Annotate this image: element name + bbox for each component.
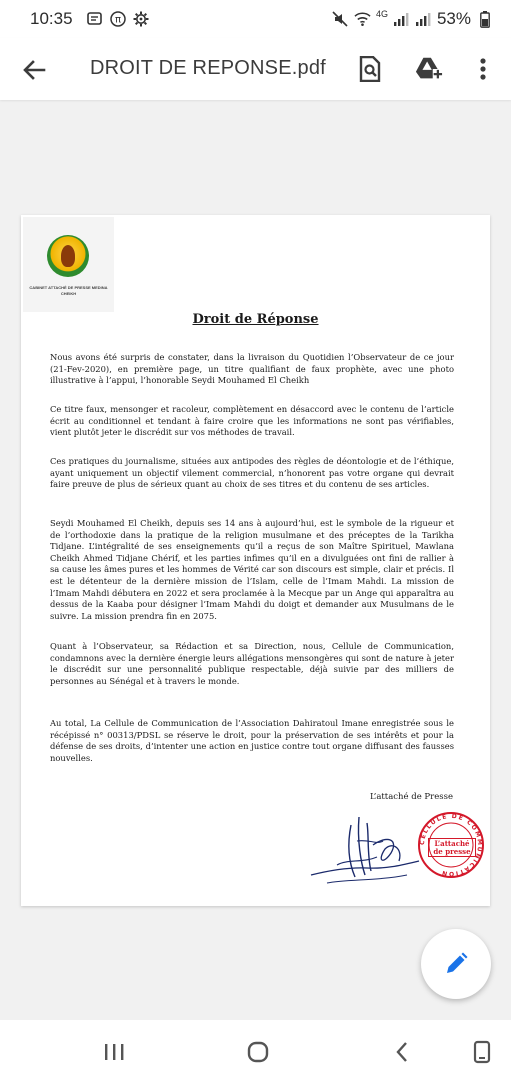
add-to-drive-button[interactable] xyxy=(415,55,443,83)
home-button[interactable] xyxy=(244,1038,272,1066)
signal-icon-2 xyxy=(415,11,432,28)
navigation-back-button[interactable] xyxy=(388,1038,416,1066)
logo-caption: CABINET ATTACHÉ DE PRESSE MEDINA CHEIKH xyxy=(29,285,108,296)
paragraph-4: Seydi Mouhamed El Cheikh, depuis ses 14 ans à aujourd’hui, est le symbole de la rigueur et de l’orthodoxie dans la pratique de la religion musulmane et des préceptes de la Tarikha Tidjane. L’intégralité de ses enseignements qu’il a reçus de son Maître Spirituel, Mawlana Cheikh Ahmed Tidjane Chérif, et les parties infimes qu’il en a divulguées ont fini de rallier à sa cause les âmes pures et les hommes de Vérité car son discours est simple, clair et précis. Il est le détenteur de la dernière mission de l’Islam, celle de l’Imam Mahdi. La mission de l’Imam Mahdi débutera en 2022 et sera proclamée à la Mecque par un Ange qui apparaîtra au dessus de la Kaaba pour désigner l’Imam Mahdi du doigt et demander aux Musulmans de le suivre. La mission prendra fin en 2075. xyxy=(50,518,454,621)
edit-pencil-icon xyxy=(443,951,469,977)
paragraph-6: Au total, La Cellule de Communication de l’Association Dahiratoul Imane enregistrée sous le récépissé n° 00313/PDSL se réserve le droit, pour la préservation de ses intérêts et pour la défense de ses droits, d’intenter une action en justice contre tout organe diffusant des fausses nouvelles. xyxy=(50,718,454,763)
paragraph-2: Ce titre faux, mensonger et racoleur, complètement en désaccord avec le contenu de l’article écrit au conditionnel et tendant à faire croire que les informations ne sont pas vérifiables, vient plutôt jeter le discrédit sur vos méthodes de travail. xyxy=(50,404,454,438)
paragraph-1: Nous avons été surpris de constater, dans la livraison du Quotidien l’Observateur de ce jour (21-Fev-2020), en première page, un titre qualifiant de faux prophète, avec une photo illustrative à l’appui, l’honorable Seydi Mouhamed El Cheikh xyxy=(50,352,454,386)
document-title: DROIT DE REPONSE.pdf xyxy=(90,57,326,79)
wifi-icon xyxy=(354,11,371,28)
battery-percentage: 53% xyxy=(436,9,471,28)
find-in-page-icon xyxy=(358,56,382,82)
screenshot-icon xyxy=(472,1040,492,1064)
mute-icon xyxy=(332,11,349,28)
stamp-label: L’attaché de presse xyxy=(428,838,476,857)
recent-apps-icon xyxy=(103,1042,125,1062)
system-status-icons xyxy=(332,9,493,29)
clock: 10:35 xyxy=(30,9,73,28)
logo-emblem-icon xyxy=(47,235,89,277)
network-type: 4G xyxy=(375,9,388,19)
more-options-button[interactable] xyxy=(469,55,497,83)
system-navigation-bar xyxy=(0,1020,511,1080)
home-icon xyxy=(246,1040,270,1064)
svg-text:CELLULE DE COMMUNICATION: CELLULE DE COMMUNICATION xyxy=(418,812,484,878)
organization-logo xyxy=(23,217,114,312)
arrow-back-icon xyxy=(20,56,48,84)
edit-fab-button[interactable] xyxy=(421,929,491,999)
status-bar xyxy=(0,0,511,38)
paragraph-3: Ces pratiques du journalisme, situées aux antipodes des règles de déontologie et de l’éthique, ayant uniquement un objectif vilement commercial, n’honorent pas votre organe qui devrait faire preuve de plus de sérieux quant au choix de ses titres et du contenu de ses articles. xyxy=(50,456,454,490)
official-stamp xyxy=(416,810,486,880)
pdf-page[interactable] xyxy=(21,215,490,906)
back-button[interactable] xyxy=(20,56,48,84)
handwritten-signature xyxy=(307,805,427,891)
more-vert-icon xyxy=(479,57,487,81)
add-to-drive-icon xyxy=(415,55,443,83)
svg-text:π: π xyxy=(114,14,121,25)
signoff: L’attaché de Presse xyxy=(370,792,453,802)
signal-icon-1 xyxy=(393,11,410,28)
notification-icons xyxy=(86,10,149,27)
battery-icon xyxy=(476,11,493,28)
pi-notification-icon xyxy=(109,10,126,27)
back-icon xyxy=(394,1041,410,1063)
message-notification-icon xyxy=(86,10,103,27)
screenshot-button[interactable] xyxy=(468,1038,496,1066)
settings-gear-icon xyxy=(132,10,149,27)
document-heading: Droit de Réponse xyxy=(192,312,319,327)
find-in-document-button[interactable] xyxy=(356,55,384,83)
app-bar xyxy=(0,38,511,100)
paragraph-5: Quant à l’Observateur, sa Rédaction et sa Direction, nous, Cellule de Communication, condamnons avec la dernière énergie leurs allégations mensongères qui sont de nature à jeter le discrédit sur une personnalité publique respectable, déjà suivie par des milliers de personnes au Sénégal et à travers le monde. xyxy=(50,641,454,686)
recent-apps-button[interactable] xyxy=(100,1038,128,1066)
